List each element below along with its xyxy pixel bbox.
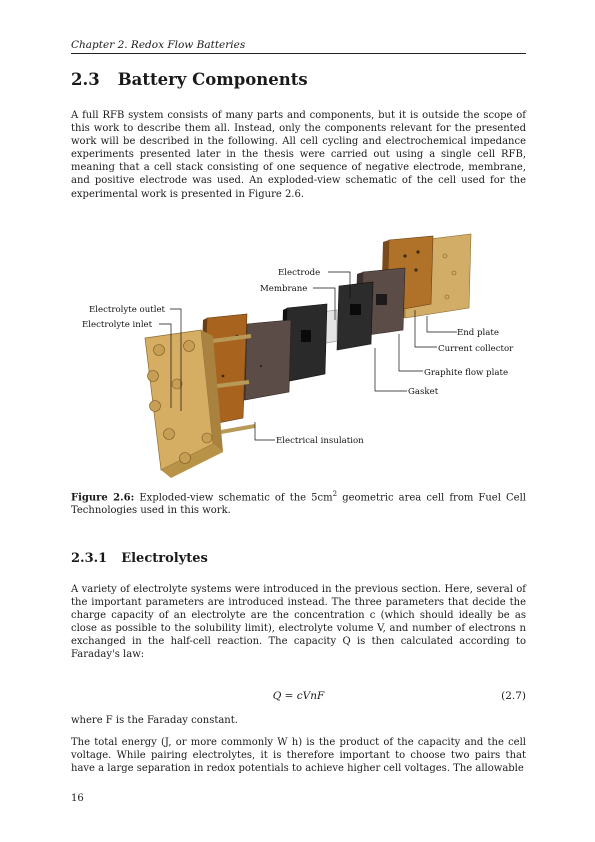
- figure-caption: [71, 488, 526, 518]
- caption-text-pre: Exploded-view schematic of the 5: [139, 492, 318, 504]
- page-number: 16: [71, 793, 84, 804]
- end-plate-left: [145, 330, 223, 478]
- label-gasket: Gasket: [408, 387, 439, 397]
- caption-label: Figure 2.6:: [71, 492, 135, 504]
- intro-paragraph: A full RFB system consists of many parts and components, but it is outside the scope of this work to describe them all. Instead, only the components relevant for the presented work will be described in the following. All cell cycling and electrochemical impedance experiments presented later in the thesis were carried out using a single cell RFB, meaning that a cell stack consisting of one sequence of negative electrode, membrane, and positive electrode was used. An exploded-view schematic of the cell used for the experimental work is presented in Figure 2.6.: [71, 110, 526, 200]
- energy-paragraph: The total energy (J, or more commonly W h) is the product of the capacity and the cell voltage. While pairing electrolytes, it is therefore important to choose two pairs that have a large separation in redox potentials to achieve higher cell voltages. The allowable: [71, 737, 526, 775]
- caption-unit-exponent: 2: [332, 490, 338, 498]
- label-membrane: Membrane: [260, 284, 308, 294]
- subsection-number: 2.3.1: [71, 551, 108, 566]
- subsection-title: Electrolytes: [121, 551, 208, 566]
- exploded-view-figure: [71, 226, 526, 481]
- gasket-right: [337, 282, 373, 350]
- equation-number: (2.7): [501, 690, 526, 702]
- running-head: Chapter 2. Redox Flow Batteries: [71, 39, 526, 54]
- section-title: Battery Components: [117, 70, 308, 89]
- graphite-flow-plate-left: [239, 320, 291, 402]
- label-electrolyte-inlet: Electrolyte inlet: [82, 320, 153, 330]
- equation-2-7: [71, 690, 526, 706]
- subsection-heading: [71, 551, 208, 566]
- section-heading: [71, 70, 308, 89]
- label-end-plate: End plate: [457, 328, 499, 338]
- faraday-constant-note: where F is the Faraday constant.: [71, 715, 238, 726]
- caption-unit: cm: [317, 492, 333, 504]
- caption-text-post: geometric area cell from Fuel Cell Technologies used in this work.: [71, 492, 526, 517]
- label-electrode: Electrode: [278, 268, 321, 278]
- label-graphite-flow-plate: Graphite flow plate: [424, 368, 509, 378]
- label-electrical-insulation: Electrical insulation: [276, 436, 364, 446]
- section-number: 2.3: [71, 70, 100, 89]
- equation-expression: Q = cVnF: [272, 690, 325, 702]
- label-current-collector: Current collector: [438, 344, 514, 354]
- label-electrolyte-outlet: Electrolyte outlet: [89, 305, 165, 315]
- electrolytes-paragraph: A variety of electrolyte systems were introduced in the previous section. Here, several of the important parameters are introduced instead. The three parameters that decide the charge capacity of an electrolyte are the concentration c (which should ideally be as close as possible to the solubility limit), electrolyte volume V, and number of electrons n exchanged in the half-cell reaction. The capacity Q is then calculated according to Faraday's law:: [71, 584, 526, 661]
